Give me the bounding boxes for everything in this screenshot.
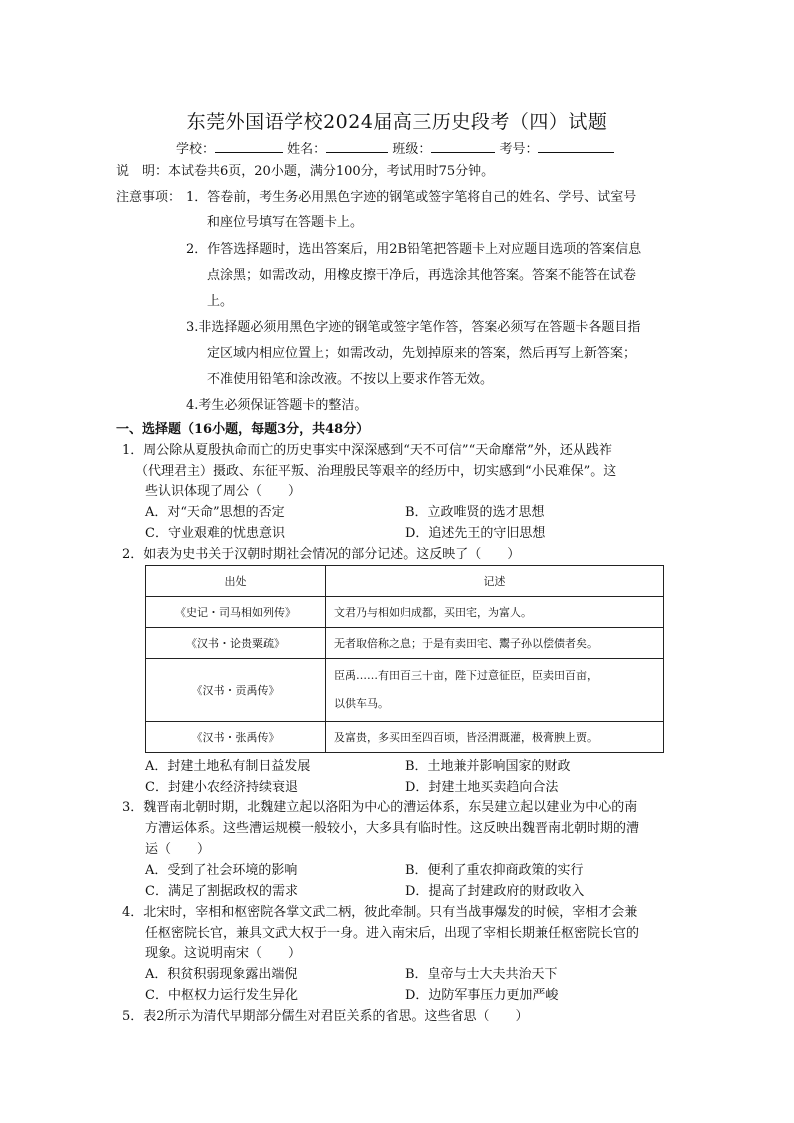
info-fields (176, 140, 614, 158)
table-cell-line: 臣禹……有田百三十亩，陛下过意征臣，臣卖田百亩， (334, 669, 598, 682)
question-4-line: 4．北宋时，宰相和枢密院各掌文武二柄，彼此牵制。只有当战事爆发的时候，宰相才会兼 (122, 905, 638, 920)
option-4a[interactable]: A．积贫积弱现象露出端倪 (145, 967, 298, 982)
table-cell: 《汉书・张禹传》 (146, 722, 326, 753)
option-2a[interactable]: A．封建土地私有制日益发展 (145, 759, 311, 774)
exam-no-blank[interactable] (538, 140, 614, 153)
table-header: 出处 (146, 566, 326, 597)
notice-line: 2．作答选择题时，选出答案后，用2B铅笔把答题卡上对应题目选项的答案信息 (186, 242, 642, 257)
notice-line: 1．答卷前，考生务必用黑色字迹的钢笔或签字笔将自己的姓名、学号、试室号 (186, 190, 637, 205)
option-2b[interactable]: B．土地兼并影响国家的财政 (405, 759, 571, 774)
option-3b[interactable]: B．便利了重农抑商政策的实行 (405, 863, 584, 878)
question-3-line: 方漕运体系。这些漕运规模一般较小，大多具有临时性。这反映出魏晋南北朝时期的漕 (145, 821, 640, 836)
name-blank[interactable] (326, 140, 388, 153)
notice-line: 定区域内相应位置上；如需改动，先划掉原来的答案，然后再写上新答案； (207, 346, 637, 361)
table-header-row (146, 566, 664, 597)
table-cell: 《汉书・贡禹传》 (146, 659, 326, 722)
option-3d[interactable]: D．提高了封建政府的财政收入 (405, 884, 585, 899)
exam-title: 东莞外国语学校2024届高三历史段考（四）试题 (186, 111, 608, 133)
option-2c[interactable]: C．封建小农经济持续衰退 (145, 780, 298, 795)
class-blank[interactable] (431, 140, 495, 153)
table-row (146, 659, 664, 722)
exam-no-label: 考号： (499, 142, 539, 157)
option-3a[interactable]: A．受到了社会环境的影响 (145, 863, 298, 878)
name-label: 姓名： (287, 142, 327, 157)
table-cell-line: 以供车马。 (334, 697, 389, 710)
option-3c[interactable]: C．满足了割据政权的需求 (145, 884, 298, 899)
question-4-line: 任枢密院长官，兼具文武大权于一身。进入南宋后，出现了宰相长期兼任枢密院长官的 (145, 926, 640, 941)
table-cell (326, 659, 664, 722)
option-4b[interactable]: B．皇帝与士大夫共治天下 (405, 967, 558, 982)
option-1b[interactable]: B．立政唯贤的选才思想 (405, 505, 545, 520)
intro-text: 本试卷共6页，20小题，满分100分，考试用时75分钟。 (168, 164, 495, 179)
section-heading: 一、选择题（16小题，每题3分，共48分） (116, 422, 370, 437)
question-4-line: 现象。这说明南宋（ ） (145, 946, 302, 961)
option-1c[interactable]: C．守业艰难的忧患意识 (145, 526, 285, 541)
notice-line: 4.考生必须保证答题卡的整洁。 (186, 398, 368, 413)
option-4d[interactable]: D．边防军事压力更加严峻 (405, 988, 559, 1003)
table-row (146, 597, 664, 628)
question-5-stem: 5．表2所示为清代早期部分儒生对君臣关系的省思。这些省思（ ） (122, 1009, 529, 1024)
notice-line: 上。 (207, 294, 234, 309)
table-header: 记述 (326, 566, 664, 597)
notice-line: 点涂黑；如需改动，用橡皮擦干净后，再选涂其他答案。答案不能答在试卷 (207, 268, 637, 283)
option-2d[interactable]: D．封建土地买卖趋向合法 (405, 780, 559, 795)
notice-line: 3.非选择题必须用黑色字迹的钢笔或签字笔作答，答案必须写在答题卡各题目指 (186, 320, 641, 335)
notice-label: 注意事项： (116, 190, 182, 205)
table-row (146, 722, 664, 753)
table-cell: 无者取倍称之息；于是有卖田宅、鬻子孙以偿债者矣。 (326, 628, 664, 659)
option-1a[interactable]: A．对“天命”思想的否定 (145, 505, 285, 520)
option-4c[interactable]: C．中枢权力运行发生异化 (145, 988, 298, 1003)
question-1-line: 1．周公除从夏殷执命而亡的历史事实中深深感到“天不可信”“天命靡常”外，还从践祚 (122, 443, 612, 458)
table-row (146, 628, 664, 659)
question-3-line: 3．魏晋南北朝时期，北魏建立起以洛阳为中心的漕运体系，东吴建立起以建业为中心的南 (122, 800, 638, 815)
notice-line: 和座位号填写在答题卡上。 (207, 215, 364, 230)
school-label: 学校： (176, 142, 216, 157)
intro-line (116, 164, 494, 180)
question-1-line: （代理君主）摄政、东征平叛、治理殷民等艰辛的经历中，切实感到“小民难保”。这 (135, 464, 617, 479)
question-3-line: 运（ ） (145, 842, 211, 857)
table-cell: 《史记・司马相如列传》 (146, 597, 326, 628)
table-cell: 文君乃与相如归成都，买田宅，为富人。 (326, 597, 664, 628)
school-blank[interactable] (215, 140, 283, 153)
table-cell: 《汉书・论贵粟疏》 (146, 628, 326, 659)
class-label: 班级： (392, 142, 432, 157)
notice-line: 不准使用铅笔和涂改液。不按以上要求作答无效。 (207, 372, 494, 387)
option-1d[interactable]: D．追述先王的守旧思想 (405, 526, 546, 541)
question-2-stem: 2．如表为史书关于汉朝时期社会情况的部分记述。这反映了（ ） (122, 547, 521, 562)
question-1-line: 些认识体现了周公（ ） (145, 484, 302, 499)
history-table (145, 565, 664, 753)
table-cell: 及富贵，多买田至四百顷，皆泾渭溉灌，极膏腴上贾。 (326, 722, 664, 753)
intro-label: 说 明： (116, 164, 169, 179)
